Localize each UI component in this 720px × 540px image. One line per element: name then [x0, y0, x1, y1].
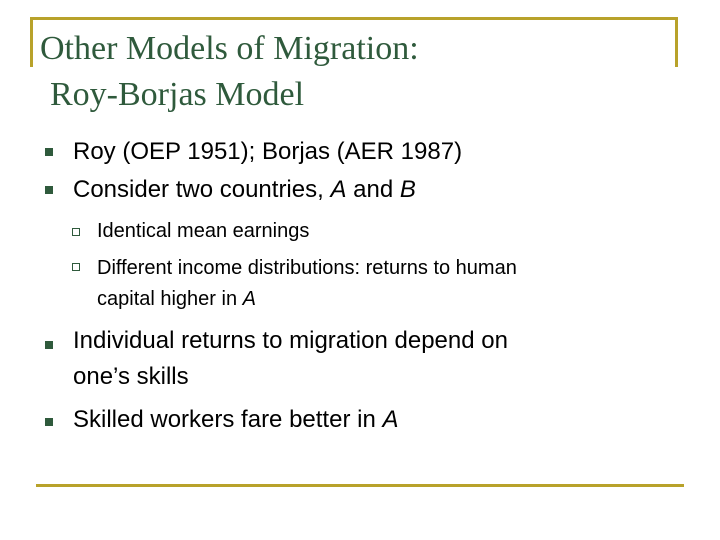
sub-bullet-2-line-2: capital higher in A: [97, 288, 256, 310]
sub-bullet-1: Identical mean earnings: [97, 220, 310, 242]
square-bullet-icon: [45, 148, 53, 156]
square-bullet-icon: [45, 418, 53, 426]
bullet-4: Skilled workers fare better in A: [73, 406, 399, 433]
top-rule: [30, 17, 678, 20]
hollow-square-bullet-icon: [72, 263, 80, 271]
bullet-1: Roy (OEP 1951); Borjas (AER 1987): [73, 138, 463, 165]
bullet-2: Consider two countries, A and B: [73, 176, 416, 203]
bottom-rule: [36, 484, 684, 487]
sub-bullet-2-line-1: Different income distributions: returns to human: [97, 257, 517, 279]
hollow-square-bullet-icon: [72, 228, 80, 236]
square-bullet-icon: [45, 341, 53, 349]
left-rule: [30, 17, 33, 67]
bullet-3-line-1: Individual returns to migration depend on: [73, 327, 508, 354]
title-line-1: Other Models of Migration:: [40, 30, 419, 67]
title-line-2: Roy-Borjas Model: [50, 76, 305, 113]
square-bullet-icon: [45, 186, 53, 194]
slide-title: [40, 26, 680, 118]
bullet-3-line-2: one’s skills: [73, 363, 189, 390]
